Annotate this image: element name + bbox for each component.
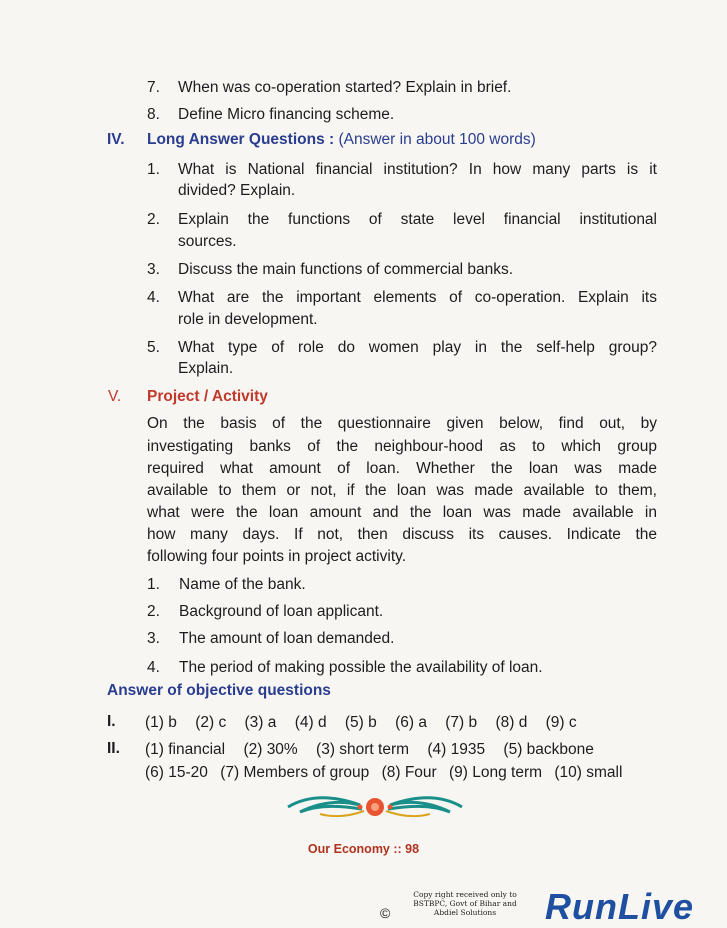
question-line: Explain. [178, 360, 234, 377]
question-line: role in development. [178, 311, 318, 328]
question-number: 7. [147, 79, 160, 96]
point-text: The period of making possible the availability of loan. [179, 659, 543, 676]
question-line: Explain the functions of state level financial institutional [178, 211, 657, 228]
point-number: 1. [147, 576, 160, 593]
point-text: The amount of loan demanded. [179, 630, 395, 647]
question-number: 3. [147, 261, 160, 278]
paragraph-line: On the basis of the questionnaire given below, find out, by [147, 415, 657, 432]
point-number: 3. [147, 630, 160, 647]
copyright-icon: © [380, 905, 391, 921]
answer-item: (2) 30% [243, 741, 298, 758]
answer-item: (9) c [545, 714, 577, 731]
answer-item: (5) b [344, 714, 377, 731]
question-number: 8. [147, 106, 160, 123]
answers-row [145, 712, 591, 734]
question-line: What is National financial institution? In how many parts is it [178, 161, 657, 178]
question-line: Discuss the main functions of commercial banks. [178, 261, 514, 278]
brand-logo: RunLive [545, 886, 695, 927]
question-number: 4. [147, 289, 160, 306]
question-line: What are the important elements of co-operation. Explain its [178, 289, 657, 306]
answer-item: (10) small [554, 764, 623, 781]
point-text: Name of the bank. [179, 576, 306, 593]
ornament-divider [280, 790, 470, 824]
paragraph-line: what were the loan amount and the loan was made available in [147, 504, 657, 521]
question-text: When was co-operation started? Explain in brief. [178, 79, 512, 96]
question-text: Define Micro financing scheme. [178, 106, 395, 123]
answer-item: (8) Four [381, 764, 437, 781]
question-number: 5. [147, 339, 160, 356]
copyright-line: BSTBPC, Govt of Bihar and [413, 899, 517, 908]
copyright-notice [405, 890, 525, 917]
copyright-line: Copy right received only to [413, 890, 517, 899]
question-number: 1. [147, 161, 160, 178]
answer-item: (3) short term [316, 741, 410, 758]
answer-item: (7) Members of group [220, 764, 370, 781]
answer-item: (1) financial [145, 741, 226, 758]
answers-row [145, 739, 608, 761]
answer-item: (9) Long term [449, 764, 543, 781]
section-subtitle: (Answer in about 100 words) [338, 131, 536, 148]
section-number: IV. [107, 131, 125, 148]
answer-item: (4) 1935 [427, 741, 486, 758]
answer-item: (6) a [395, 714, 427, 731]
paragraph-line: required what amount of loan. Whether the loan was made [147, 460, 657, 477]
answer-item: (7) b [445, 714, 478, 731]
answer-item: (4) d [294, 714, 327, 731]
paragraph-line: following four points in project activity. [147, 548, 407, 565]
section-heading [147, 129, 536, 151]
answer-item: (1) b [145, 714, 177, 731]
answer-item: (6) 15-20 [145, 764, 208, 781]
section-title: Long Answer Questions : [147, 131, 335, 148]
paragraph-line: investigating banks of the neighbour-hood as to which group [147, 438, 657, 455]
answers-row-label: II. [107, 740, 120, 757]
point-number: 4. [147, 659, 160, 676]
answer-item: (2) c [195, 714, 227, 731]
section-number: V. [108, 388, 122, 405]
answer-item: (8) d [495, 714, 528, 731]
answers-title: Answer of objective questions [107, 682, 331, 699]
question-line: divided? Explain. [178, 182, 296, 199]
paragraph-line: available to them or not, if the loan was made available to them, [147, 482, 657, 499]
page-footer: Our Economy :: 98 [307, 842, 420, 856]
point-number: 2. [147, 603, 160, 620]
question-number: 2. [147, 211, 160, 228]
copyright-line: Abdiel Solutions [433, 908, 497, 917]
answers-row-label: I. [107, 713, 116, 730]
answer-item: (5) backbone [503, 741, 594, 758]
point-text: Background of loan applicant. [179, 603, 384, 620]
question-line: What type of role do women play in the self-help group? [178, 339, 657, 356]
paragraph-line: how many days. If not, then discuss its causes. Indicate the [147, 526, 657, 543]
answers-row [145, 762, 622, 784]
section-title: Project / Activity [147, 388, 268, 405]
answer-item: (3) a [244, 714, 277, 731]
question-line: sources. [178, 233, 237, 250]
